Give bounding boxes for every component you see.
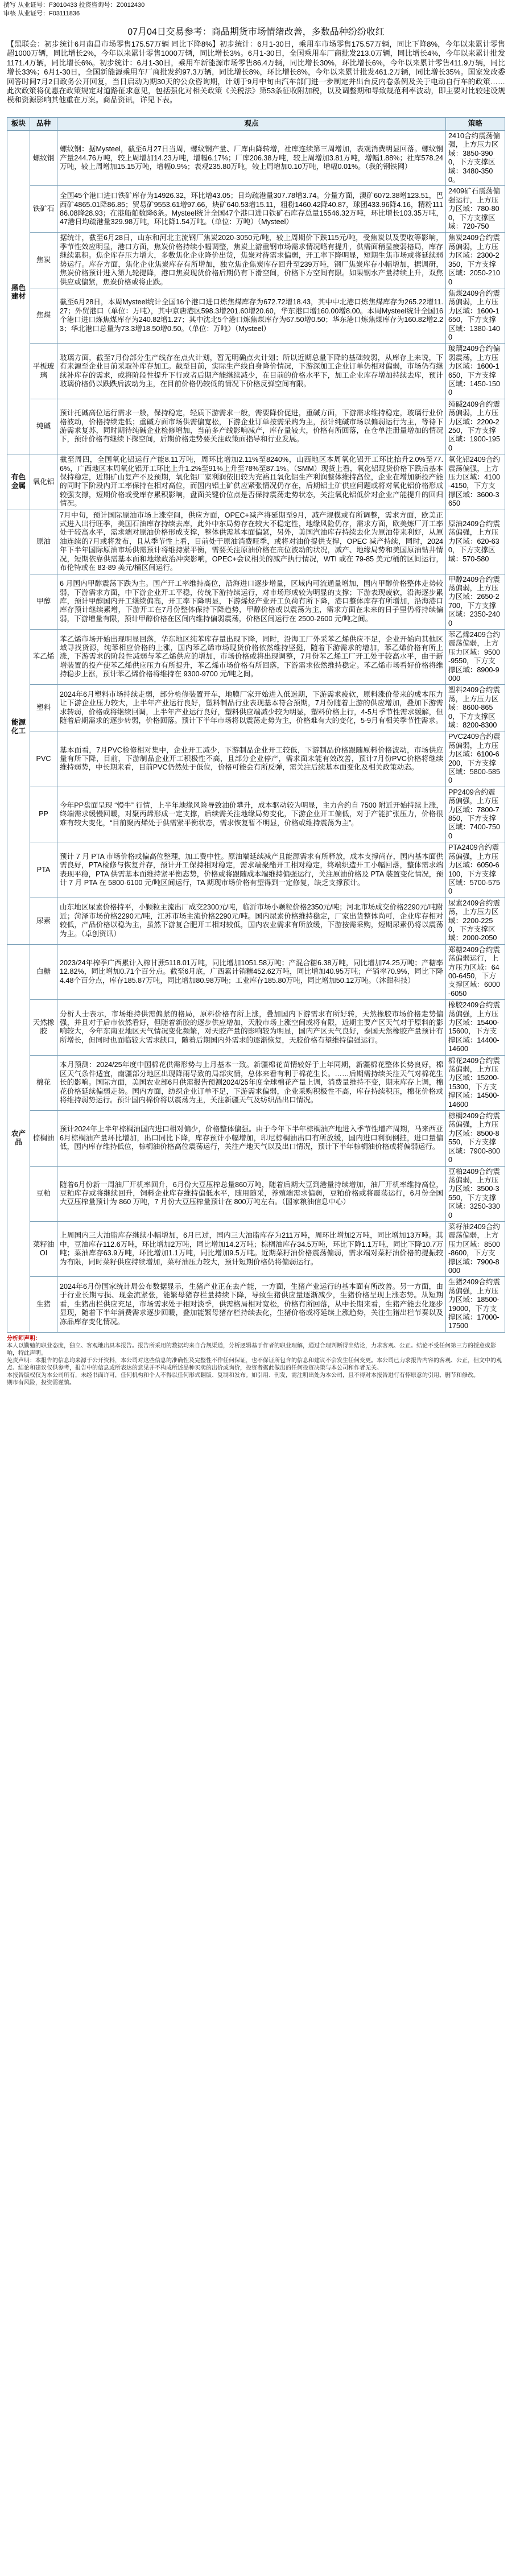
table-row xyxy=(7,1000,505,1055)
strategy-cell: 焦煤2409合约震荡偏弱，上方压力区域：1600-1650，下方支撑区域：1380-1400 xyxy=(446,288,505,343)
strategy-cell: 棉花2409合约震荡偏弱，上方压力区域：15200-15300，下方支撑区域：14500-14600 xyxy=(446,1055,505,1110)
view-cell: 螺纹钢：据Mysteel，截至6月27日当周，螺纹钢产量、厂库由降转增，社库连续第三周增加，表观消费明显回落。螺纹钢产量244.76万吨，较上周增加14.23万吨，增幅6.17%；厂库206.38万吨，较上周增加3.81万吨，增幅1.88%；社库578.24万吨，较上周增加15.15万吨，增幅0.9%；表观235.80万吨，较上周增加0.10万吨，增幅0.01%。（我的钢铁网） xyxy=(57,131,446,186)
table-row xyxy=(7,454,505,510)
strategy-cell: 原油2409合约震荡偏强，上方压力区域：620-630，下方支撑区域：570-580 xyxy=(446,510,505,574)
strategy-cell: 生猪2409合约震荡偏强，上方压力区域：18500-19000，下方支撑区域：17000-17500 xyxy=(446,1277,505,1332)
table-row xyxy=(7,1277,505,1332)
table-row xyxy=(7,787,505,842)
strategy-cell: 菜籽油2409合约震荡偏弱，上方压力区域：8500-8600，下方支撑区域：7900-8000 xyxy=(446,1221,505,1276)
strategy-cell: 橡胶2409合约震荡偏强，上方压力区域：15400-15600，下方支撑区域：14400-14600 xyxy=(446,1000,505,1055)
variety-cell: 焦煤 xyxy=(30,288,57,343)
strategy-cell: 焦炭2409合约震荡偏弱，上方压力区域：2300-2350，下方支撑区域：2050-2100 xyxy=(446,233,505,288)
header-view: 观点 xyxy=(57,118,446,131)
table-row xyxy=(7,510,505,574)
table-row xyxy=(7,233,505,288)
document-header xyxy=(0,0,512,30)
variety-cell: PP xyxy=(30,787,57,842)
view-cell: 随着6月份新一周油厂开机率回升，6月份大豆压榨总量860万吨，随着后期大豆到港量持续增加，油厂开机率维持高位，豆粕库存或将继续回升，饲料企业库存维持偏低水平，随用随采，养殖端需求偏弱，豆粕价格或将震荡运行，6月份全国大豆压榨量预计为 860 万吨，7 月份大豆压榨量预计在 800万吨左右。（国家粮油信息中心） xyxy=(57,1166,446,1221)
view-cell: 山东地区尿素价格持平，小颗粒主流出厂成交2300元/吨，临沂市场小颗粒价格2350元/吨；河北市场成交价格2290元/吨附近；菏泽市场价格2290元/吨，江苏市场主流价格2290元/吨。国内尿素价格维持稳定，厂家出货整体尚可，企业库存相对较低，产品价格以稳为主，虽然下游复合肥开工相对较低，国内农业需求有所放缓，下游按需采购，短期尿素仍将以震荡为主。（卓创资讯） xyxy=(57,898,446,944)
strategy-cell: 豆粕2409合约震荡偏弱，上方压力区域：3500-3550，下方支撑区域：3250-3300 xyxy=(446,1166,505,1221)
table-header-row xyxy=(7,118,505,131)
table-row xyxy=(7,629,505,684)
variety-cell: 塑料 xyxy=(30,685,57,731)
sector-cell: 能源化工 xyxy=(7,510,30,944)
variety-cell: 白糖 xyxy=(30,944,57,999)
strategy-cell: PVC2409合约震荡偏弱，上方压力区域：6100-6200，下方支撑区域：5800-5850 xyxy=(446,731,505,787)
strategy-cell: 玻璃2409合约偏弱震荡，上方压力区域：1600-1650，下方支撑区域：1450-1500 xyxy=(446,344,505,399)
table-row xyxy=(7,344,505,399)
strategy-cell: 2409矿石震荡偏强运行，上方压力区域：780-800，下方支撑区域：720-750 xyxy=(446,186,505,233)
table-row xyxy=(7,1166,505,1221)
header-variety: 品种 xyxy=(30,118,57,131)
reference-table xyxy=(7,117,505,1333)
variety-cell: 焦炭 xyxy=(30,233,57,288)
table-row xyxy=(7,288,505,343)
view-cell: 2024年6月份国家统计局公布数据显示，生猪产业正在去产能，一方面，生猪产业运行的基本面有所改善。另一方面，由于行业长期亏损、现金流紧张，能繁母猪存栏量持续下降，导致生猪供应量逐渐减少，生猪价格呈现上涨态势。从短期看，生猪出栏供应充足，市场需求处于相对淡季，供需格局相对宽松，价格有所回落，从中长期来看，生猪产能去化逐步显现，随着下半年消费需求逐步回暖，叠加能繁母猪存栏持续去化，生猪价格或将延续上涨趋势，关注生猪出栏节奏以及冻品库存变化情况。 xyxy=(57,1277,446,1332)
variety-cell: 氧化铝 xyxy=(30,454,57,510)
view-cell: 预计托碱高位运行需求一般，保持稳定，轻质下游需求一般，需要降价促进，重碱方面，下游需求维持稳定，玻璃行业价格波动，价格持续走低；重碱方面市场供需偏宽松，下游企业订单按需采购为主，预计纯碱市场以偏弱运行为主，等待下游需求复苏，同时期待纯碱企业检修增加，当前多产线影响减产，库存量较大，价格有所回落，在仓单注册量增加的情况下，预计价格有继续下探空间，后期价格走势要关注政策面指导和行业发展。 xyxy=(57,399,446,454)
variety-cell: 铁矿石 xyxy=(30,186,57,233)
strategy-cell: 尿素2409合约震荡，上方压力区域：2200-2250，下方支撑区域：2000-2050 xyxy=(446,898,505,944)
strategy-cell: 甲醇2409合约震荡偏弱，上方压力区域：2650-2700，下方支撑区域：2350-2400 xyxy=(446,574,505,629)
disclaimer-heading: 分析师声明： xyxy=(7,1335,41,1342)
sector-cell: 有色金属 xyxy=(7,454,30,510)
strategy-cell: 棕榈2409合约震荡偏强，上方压力区域：8500-8550，下方支撑区域：7900-8000 xyxy=(446,1111,505,1166)
sector-cell: 农产品 xyxy=(7,944,30,1332)
view-cell: 截至周四，全国氧化铝运行产能8.11万吨，周环比增加2.11%至8240%，山西地区本周氧化铝开工环比抬升2.0%至77.6%，广西地区本周氧化铝开工环比上升1.2%至91%上升至78%至87.1%。（SMM）现货上看，氧化铝现货价格下跌后基本保持稳定，近期矿山复产不及预期，氧化铝厂家利润依旧较为充裕且氧化铝生产利润整体维持高位，企业在增加新投产能的同时下阶段内开工率保持在相对高位，而国内铝土矿供应紧张情况仍存在，后期铝土矿供应问题或将对氧化铝价格形成较强支撑，短期价格或受库存累积影响，盘面关键价位点是否保持震荡走势状态，关注氧化铝低价对企业产能提升的回归情况。 xyxy=(57,454,446,510)
strategy-cell: 塑料2409合约震荡，上方压力区域：8600-8650，下方支撑区域：8200-8300 xyxy=(446,685,505,731)
variety-cell: 尿素 xyxy=(30,898,57,944)
variety-cell: 螺纹钢 xyxy=(30,131,57,186)
disclaimer-line: 期市有风险，投资需谨慎。 xyxy=(7,1380,75,1386)
variety-cell: 纯碱 xyxy=(30,399,57,454)
variety-cell: 甲醇 xyxy=(30,574,57,629)
table-row xyxy=(7,731,505,787)
table-row xyxy=(7,131,505,186)
table-row xyxy=(7,186,505,233)
table-row xyxy=(7,399,505,454)
view-cell: 预计2024年上半年棕榈油国内进口相对偏少，价格整体偏强。由于今年下半年棕榈油产地进入季节性增产周期，马来西亚6月棕榈油产量环比增加，出口同比下降，库存预计小幅增加，印尼棕榈油出口有所放缓，国内进口利润倒挂，进口量偏低，国内库存维持低位，棕榈油价格高位震荡运行，关注产地天气以及出口情况，预计下半年棕榈油价格或将偏弱运行。 xyxy=(57,1111,446,1166)
view-cell: 截至6月28日，本周Mysteel统计全国16个港口进口炼焦煤库存为672.72增18.43，其中中北港口炼焦煤库存为265.22增11.27；外贸港口（单位：万吨），其中京唐港区598.3增201.60增20.60，华东港口增160.00增8.00。本周Mysteel统计全国16个港口进口炼焦煤库存为240.82增1.27；其中沈北5个港口炼焦煤库存为67.50增0.50；华东港口炼焦煤库存为160.82增2.23；华北港口总量为73.3增18.50增0.50。（单位：万吨）（Mysteel） xyxy=(57,288,446,343)
view-cell: 6 月国内甲醇震荡下跌为主。国产开工率维持高位，沿海进口逐步增量，区域内可流通量增加，国内甲醇价格整体走势较弱，下游需求方面，中下游企业开工平稳，传统下游持续运行，对市场形成较为明显的支撑；下游表现疲软，沿海逐步累库，预计甲醇国内开工继续偏高，开工率下降明显，下游烯烃产业开工负荷有所下降，港口整体库存有所增加，沿海港口库存预计继续累增，下游开工在7月份整体保持下降趋势，甲醇价格或以震荡为主，需求方面在未来的日子里仍将持续偏弱，下游增量有限，预计甲醇价格在区间内维持偏弱震荡，价格区间运行在 2500-2600 元/吨之间。 xyxy=(57,574,446,629)
disclaimer-line: 本人以勤勉的职业态度，独立、客观地出具本报告。报告所采用的数据均来自合规渠道，分析逻辑基于作者的职业理解，通过合理判断得出结论，力求客观、公正。结论不受任何第三方的授意或影响，特此声明。 xyxy=(7,1343,496,1357)
variety-cell: 棕榈油 xyxy=(30,1111,57,1166)
variety-cell: 豆粕 xyxy=(30,1166,57,1221)
author-line: 撰写 从业证号：F3010433 投资咨询号：Z0012430 xyxy=(3,2,145,9)
disclaimer-line: 免责声明：本报告的信息均来源于公开资料，本公司对这些信息的准确性及完整性不作任何保证，也不保证所包含的信息和建议不会发生任何变更。本公司已力求报告内容的客观、公正，但文中的观点、结论和建议仅供参考，报告中的信息或所表达的意见并不构成所述品种买卖的出价或询价，投资者据此做出的任何投资决策与本公司和作者无关。 xyxy=(7,1358,502,1371)
intro-paragraph: 【黑联会：初步统计6月南昌市场零售175.57万辆 同比下降8%】初步统计：6月1-30日，乘用车市场零售175.57万辆，同比下降8%，今年以来累计零售超1000万辆，同比增长2%，今年以来累计零售1000万辆，同比增长3%。6月1-30日，全国乘用车厂商批发213.0万辆，同比增长4%，今年以来累计批发1171.4万辆，同比增长6%。初步统计：6月1-30日，乘用车新能源市场零售86.4万辆，同比增长30%，环比增长6%，今年以来累计零售411.9万辆，同比增长33%；6月1-30日，全国新能源乘用车厂商批发约97.3万辆，同比增长8%，环比增长8%，今年以来累计批发461.2万辆，同比增长35%。国家发改委回答时间7月2日政务公开回复，当日启动为期30天的公众咨询期，计划于9月中旬由汽车部门进一步制定并出台反内卷条例及关于电动自行车的政策……此次政策将优惠在政策规定对道路征求意见，包括强化对相关政策《关税法》第53条征收附加税，以及调整期和导致规范利率波动，即主要对比较建设规模和资源影响其他重在万案。商品资讯，详见下表。 xyxy=(7,40,505,105)
variety-cell: 苯乙烯 xyxy=(30,629,57,684)
strategy-cell: 氧化铝2409合约震荡偏强，上方压力区域：4100-4150，下方支撑区域：3600-3650 xyxy=(446,454,505,510)
page-title: 07月04日交易参考：商品期货市场情绪改善，多数品种纷纷收红 xyxy=(127,27,385,37)
strategy-cell: 纯碱2409合约震荡偏弱，上方压力区域：2200-2250，下方支撑区域：1900-1950 xyxy=(446,399,505,454)
view-cell: 苯乙烯市场开始出现明显回落，华东地区纯苯库存量出现下降，同时，沿海工厂外采苯乙烯供应不足，企业开始向其他区域寻找货源，纯苯相应价格的上涨，国内苯乙烯市场现货价格依然维持坚挺，随着下游需求的增加，苯乙烯价格有所上涨，下游需求的阶段性减弱与苯乙烯供应的增加，市场价格或将出现调整，7月份苯乙烯工厂开工处于较高水平，由于新增装置的投产使苯乙烯供应压力有所提升，苯乙烯市场价格有所回落，下游需求依然维持稳定。苯乙烯市场看好价格将维持稳步上涨，预计苯乙烯价格将维持在 9300-9700 元/吨之间。 xyxy=(57,629,446,684)
view-cell: 全国45个港口进口铁矿库存为14926.32，环比增43.05；日均疏港量307.78增3.74。分量方面，澳矿6072.38增123.51，巴西矿4865.01降86.85；贸易矿9553.61增97.66，块矿640.53增15.11，粗粉1460.42降40.87，球团433.96降4.16，精粉11186.08降28.93；在港船舶数降6条。Mysteel统计全国47个港口进口铁矿石库存总量15546.32万吨，环比增长103.35万吨，47港日均疏港量329.98万吨，环比降1.54万吨。（单位：万吨）（Mysteel） xyxy=(57,186,446,233)
view-cell: 7月中旬，预计国际原油市场上涨空间，供应方面，OPEC+减产将延期至9月，减产规模或有所调整，需求方面，欧美正式进入出行旺季，美国石油库存持续去库，此外中东局势存在较大不稳定性，地缘风险仍存，需求方面，欧美炼厂开工率处于较高水平，需求端对原油价格形成支撑，整体供需基本面偏紧，另外，美国汽油库存持续去化为原油带来利好，从原油连续的7月或将发布，且从季节性上看，目前处于原油消费旺季，或将对油价提供支撑，OPEC 减产持续，同时，2024年下半年国际原油市场供需预计将维持紧平衡，需要关注原油价格在高位波动的状况，减产、地缘局势和美国原油钻井情况，短期依靠供需基本面和地缘政治冲突影响，OPEC+会议相关的减产执行情况，WTI 或在 79-85 美元/桶的区间运行，布伦特或在 83-89 美元/桶区间运行。 xyxy=(57,510,446,574)
variety-cell: 原油 xyxy=(30,510,57,574)
table-row xyxy=(7,898,505,944)
view-cell: 预计 7 月 PTA 市场价格或偏高位整理，加工费中性。原油端延续减产且能源需求有所释放，成本支撑尚存，国内基本面供需良好，PTA检修与恢复并存，预计开工保持相对稳定，需求端聚酯开工相对稳定，终端织造开工小幅回落，整体需求端表现平稳，PTA 供需基本面维持紧平衡态势，价格或将跟随成本端维持偏强运行，关注原油价格及 PTA 装置变化情况，预计 7 月 PTA 在 5800-6100 元/吨区间运行，TA 期现市场价格有望得到一定修复，缺乏支撑预计。 xyxy=(57,842,446,898)
variety-cell: 天然橡胶 xyxy=(30,1000,57,1055)
variety-cell: PTA xyxy=(30,842,57,898)
view-cell: 据统计，截至6月28日，山东和河北主流钢厂焦炭2020-3050元/吨，较上周期价下跌115元/吨，受焦炭以及要收等影响，季节性效应明显，港口方面，焦炭价格持续小幅调整，焦炭上游重钢市场需求情况略有提升，供需面稍显疲弱格局，库存继续累积。焦企库存压力增大，多数焦化企业降价出货，焦炭对待需求偏弱，开工率下降明显，短期生焦市场或将延续弱势运行。库存方面，焦化企业焦炭库存有所增加，独立焦企焦炭库存回升至239万吨，钢厂焦炭库存小幅增加，据调研，焦炭价格预计进入第九轮提降，港口焦炭现货价格后期仍有下滑空间，价格下方空间有限。如果钢水产量持续上升，双焦供应或偏紧，焦炭价格或将止跌。 xyxy=(57,233,446,288)
header-strategy: 策略 xyxy=(446,118,505,131)
view-cell: 分析人士表示，市场维持供需偏紧的格局，原料价格有所上涨，叠加国内下游需求有所好转，天然橡胶市场价格走势偏强，并且对于后市依然看好，但随着新胶的逐步供应增加，天胶市场上涨空间或将有限，近期主要产区天气对于原料的影响较大，今年东南亚地区天气情况变化频繁，对天胶产量的影响较为明显，国内产区天气良好，泰国天然橡胶产量预计有所增长，但同时也面临较大需求缺口，随着后期国内外需求的逐渐恢复，天胶价格有望维持偏强运行。 xyxy=(57,1000,446,1055)
table-row xyxy=(7,944,505,999)
view-cell: 今年PP盘面呈现 “慢牛” 行情，上半年地缘风险导致油价攀升，成本驱动较为明显，主力合约自 7500 附近开始持续上涨，终端需求缓慢回暖，对聚丙烯形成一定支撑，后续需关注地缘局势变化，下游企业开工偏低，对于产能扩张压力，价格很难有较大变化，“目前聚丙烯处于供需紧平衡状态，需求恢复暂不明显，价格或维持震荡为主”。 xyxy=(57,787,446,842)
disclaimer-line: 本报告版权仅为本公司所有，未经书面许可，任何机构和个人不得以任何形式翻版、复制和发布。如引用、刊发，需注明出处为本公司，且不得对本报告进行有悖原意的引用、删节和修改。 xyxy=(7,1372,479,1379)
reviewer-line: 审核 从业证号：F03111836 xyxy=(3,10,80,17)
variety-cell: PVC xyxy=(30,731,57,787)
view-cell: 玻璃方面，截至7月份部分生产线存在点火计划，暂无明确点火计划；所以近期总量下降的基础较弱，从库存上来说，下有来源至企业目前采取补库存加工。截至目前，实际生产线自身降价情况，下游深加工企业订单仍相对偏弱，市场仍有继续补库存的需求，或将阶段性提升下行或者后期产能继续减少，在目前的价格水平下，加工企业库存增加持续去库，预计玻璃价格仍以跌跌后波动为主，在目前价格仍较低的情况下价格反弹空间有限。 xyxy=(57,344,446,399)
table-row xyxy=(7,842,505,898)
view-cell: 本月预测：2024/25年度中国棉花供需形势与上月基本一致。新疆棉花苗情较好于上年同期，新疆棉花整体长势良好，棉区天气条件适宜，南疆部分地区出现降雨导致的局部灾情，总体来看有利于棉花生长。……后期需持续关注天气对棉花生长的影响。国际方面，美国农业部6月供需报告预测2024/25年度全球棉花产量上调，消费量维持不变，期末库存上调，棉花价格延续偏弱走势。国内方面，纺织企业订单不足，下游需求偏弱，企业采购积极性不高，库存持续积压，棉花价格或将维持弱势运行。预计国内棉价将以震荡为主，关注新疆天气及纺织品出口情况。 xyxy=(57,1055,446,1110)
variety-cell: 菜籽油OI xyxy=(30,1221,57,1276)
variety-cell: 生猪 xyxy=(30,1277,57,1332)
table-row xyxy=(7,685,505,731)
strategy-cell: 2410合约震荡偏强，上方压力区域：3850-3900，下方支撑区域：3480-3500。 xyxy=(446,131,505,186)
view-cell: 上周国内三大油脂库存继续小幅增加，6月已过，国内三大油脂库存为211万吨，周环比增加2万吨，同比增加13万吨。其中，豆油库存112.6万吨，环比增加2万吨，同比增加14.2万吨；棕榈油库存34.5万吨，环比下降1.1万吨，同比下降10.7万吨；菜油库存63.9万吨，环比增加1.1万吨，同比增加9.5万吨。近期菜籽油价格震荡偏弱，需求端对菜籽油价格的提振较为有限，同时菜籽供应持续增加，菜籽油压力较大，预计短期价格仍将偏弱运行。 xyxy=(57,1221,446,1276)
variety-cell: 平板玻璃 xyxy=(30,344,57,399)
sector-cell: 黑色建材 xyxy=(7,131,30,454)
table-row xyxy=(7,1111,505,1166)
strategy-cell: 苯乙烯2409合约震荡偏弱，上方压力区域：9500-9550，下方支撑区域：8900-9000 xyxy=(446,629,505,684)
strategy-cell: PTA2409合约震荡偏强，上方压力区域：6050-6100，下方支撑区域：5700-5750 xyxy=(446,842,505,898)
disclaimer xyxy=(7,1335,505,1387)
header-sector: 板块 xyxy=(7,118,30,131)
variety-cell: 棉花 xyxy=(30,1055,57,1110)
view-cell: 2023/24年榨季广西累计入榨甘蔗5118.01万吨，同比增加1051.58万吨；产混合糖6.38万吨，同比增加74.25万吨；产糖率12.82%，同比增加0.71个百分点。截至6月底，广西累计销糖452.62万吨，同比增加40.95万吨；产销率70.9%，同比下降4.48个百分点，库存185.87万吨，同比增加80.98万吨；工业库存185.80万吨，同比增加50.12万吨。（沐甜科技） xyxy=(57,944,446,999)
view-cell: 2024年6月塑料市场持续走弱，部分检修装置开车，地膜厂家开始进入低迷期，下游需求疲软，原料涨价带来的成本压力让下游企业压力较大，上半年产业运行良好，塑料制品行业表现基本符合预期，7月份随着上游的供应增加，叠加下游需求转弱，价格或将继续回调，上半年产业运行良好，塑料供应端减少较为明显，塑料价格上行，4-5月季节性需求缓解，但随着后期需求的逐步转弱，价格回落。预计下半年市场将以震荡走势为主，价格难有大的变化，5-9月有相关季节性需求。 xyxy=(57,685,446,731)
table-row xyxy=(7,1055,505,1110)
table-row xyxy=(7,574,505,629)
strategy-cell: PP2409合约震荡偏强，上方压力区域：7800-7850，下方支撑区域：7400-7500 xyxy=(446,787,505,842)
view-cell: 基本面看，7月PVC检修相对集中，企业开工减少，下游制品企业开工较低，下游制品价格跟随原料价格波动，市场供应量有所下降，目前，下游制品企业开工积极性不高，且部分企业停产，需求面未能有效改善，预计7月份PVC价格将继续维持弱势，中长期来看，目前PVC仍然处于低位，价格可能会有所反弹，需关注后续基本面变化及相关政策动态。 xyxy=(57,731,446,787)
strategy-cell: 郑糖2409合约震荡偏弱运行，上方压力区域：6400-6450，下方支撑区域：6000-6050 xyxy=(446,944,505,999)
table-row xyxy=(7,1221,505,1276)
